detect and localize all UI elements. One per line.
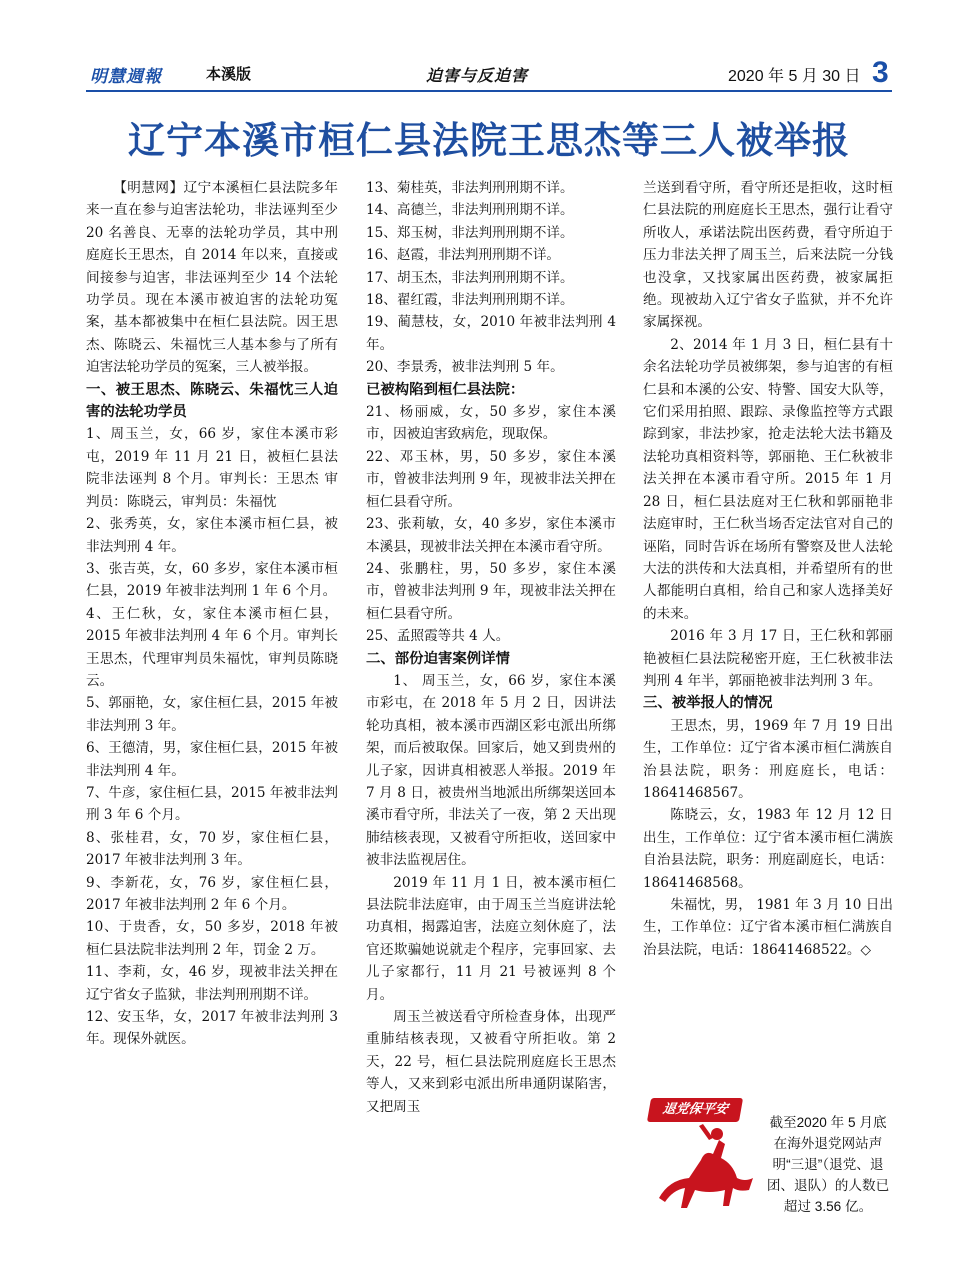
paragraph: 兰送到看守所，看守所还是拒收，这时桓仁县法院的刑庭庭长王思杰，强行让看守所收人，承诺法院出医药费，看守所迫于压力非法关押了周玉兰，后来法院一分钱也没拿，又找家属出医药费，被家属拒绝。现被劫入辽宁省女子监狱，并不允许家属探视。	[643, 180, 893, 331]
paragraph: 23、张莉敏，女，40 多岁，家住本溪市本溪县，现被非法关押在本溪市看守所。	[366, 516, 616, 555]
issue-date: 2020 年 5 月 30 日	[728, 68, 861, 85]
paragraph: 王思杰，男，1969 年 7 月 19 日出生，工作单位：辽宁省本溪市桓仁满族自治县法院，职务：刑庭庭长，电话：18641468567。	[643, 717, 893, 801]
paragraph: 朱福忱，男， 1981 年 3 月 10 日出生，工作单位：辽宁省本溪市桓仁满族自治县法院，电话：18641468522。◇	[643, 897, 893, 958]
paragraph: 1、 周玉兰，女，66 岁，家住本溪市彩屯，在 2018 年 5 月 2 日，因讲法轮功真相，被本溪市西湖区彩屯派出所绑架，而后被取保。回家后，她又到贵州的儿子家，因讲真相被恶人举报。2019 年 7 月 8 日，被贵州当地派出所绑架送回本溪市看守所，非法关了一夜，第 2 天出现肺结核表现，又被看守所拒收，送回家中被非法监视居住。	[366, 672, 616, 869]
paragraph: 3、张吉英，女，60 多岁，家住本溪市桓仁县，2019 年被非法判刑 1 年 6 个月。	[86, 560, 338, 600]
header-rule	[86, 90, 892, 92]
article-column-2	[366, 177, 616, 1118]
paragraph: 20、李景秀，被非法判刑 5 年。	[366, 359, 564, 376]
section-heading: 一、被王思杰、陈晓云、朱福忱三人迫害的法轮功学员	[86, 381, 338, 421]
paragraph: 19、蔺慧枝，女，2010 年被非法判刑 4 年。	[366, 314, 616, 353]
paragraph: 14、高德兰，非法判刑刑期不详。	[366, 202, 574, 219]
paragraph: 【明慧网】辽宁本溪桓仁县法院多年来一直在参与迫害法轮功，非法诬判至少 20 名善良、无辜的法轮功学员，其中刑庭庭长王思杰，自 2014 年以来，直接或间接参与迫害，非法诬判至少 14 个法轮功学员。现在本溪市被迫害的法轮功冤案，基本都被集中在桓仁县法院。因王思杰、陈晓云、朱福忱三人基本参与了所有迫害法轮功学员的冤案，三人被举报。	[86, 180, 338, 376]
section-heading: 已被构陷到桓仁县法院：	[366, 381, 525, 398]
paragraph: 12、安玉华，女，2017 年被非法判刑 3 年。现保外就医。	[86, 1009, 338, 1048]
article-column-1	[86, 177, 338, 1051]
section-heading: 二、部份迫害案例详情	[366, 650, 510, 667]
paragraph: 6、王德清，男，家住桓仁县，2015 年被非法判刑 4 年。	[86, 740, 338, 779]
section-heading: 三、被举报人的情况	[643, 695, 773, 712]
paragraph: 7、牛彦，家住桓仁县，2015 年被非法判刑 3 年 6 个月。	[86, 784, 338, 824]
ad-text: 截至2020 年 5 月底在海外退党网站声明“三退”（退党、退团、退队）的人数已超过 3.56 亿。	[766, 1115, 890, 1214]
section-title: 迫害与反迫害	[426, 66, 529, 85]
paragraph: 陈晓云，女，1983 年 12 月 12 日出生，工作单位：辽宁省本溪市桓仁满族自治县法院，职务：刑庭副庭长，电话：18641468568。	[643, 807, 893, 891]
edition-label: 本溪版	[206, 65, 252, 83]
paragraph: 8、张桂君，女，70 岁，家住桓仁县，2017 年被非法判刑 3 年。	[86, 829, 338, 869]
paragraph: 9、李新花，女，76 岁，家住桓仁县，2017 年被非法判刑 2 年 6 个月。	[86, 874, 338, 913]
paragraph: 2、2014 年 1 月 3 日，桓仁县有十余名法轮功学员被绑架，参与迫害的有桓仁县和本溪的公安、特警、国安大队等，它们采用拍照、跟踪、录像监控等方式跟踪到家，非法抄家，抢走法轮大法书籍及法轮功真相资料等，郭丽艳、王仁秋被非法关押在本溪市看守所。2015 年 1 月 28 日，桓仁县法庭对王仁秋和郭丽艳非法庭审时，王仁秋当场否定法官对自己的诬陷，同时告诉在场所有警察及世人法轮大法的洪传和大法真相，并希望所有的世人都能明白真相，给自己和家人选择美好的未来。	[643, 336, 893, 622]
paragraph: 10、于贵香，女，50 多岁，2018 年被桓仁县法院非法判刑 2 年，罚金 2 万。	[86, 919, 338, 958]
paragraph: 25、孟照霞等共 4 人。	[366, 628, 510, 645]
paragraph: 2016 年 3 月 17 日，王仁秋和郭丽艳被桓仁县法院秘密开庭，王仁秋被非法判刑 4 年半，郭丽艳被非法判刑 3 年。	[643, 628, 893, 689]
paragraph: 16、赵霞，非法判刑刑期不详。	[366, 247, 561, 264]
paragraph: 21、杨丽威，女，50 多岁，家住本溪市，因被迫害致病危，现取保。	[366, 404, 616, 443]
page-number: 3	[872, 56, 889, 89]
headline: 辽宁本溪市桓仁县法院王思杰等三人被举报	[128, 119, 850, 162]
article-column-3	[643, 177, 893, 961]
paragraph: 4、王仁秋，女，家住本溪市桓仁县，2015 年被非法判刑 4 年 6 个月。审判长王思杰，代理审判员朱福忱，审判员陈晓云。	[86, 605, 338, 689]
paragraph: 11、李莉，女，46 岁，现被非法关押在辽宁省女子监狱，非法判刑刑期不详。	[86, 964, 338, 1003]
paragraph: 24、张鹏柱，男，50 多岁，家住本溪市，曾被非法判刑 9 年，现被非法关押在桓仁县看守所。	[366, 560, 616, 622]
paragraph: 15、郑玉树，非法判刑刑期不详。	[366, 224, 574, 241]
paragraph: 22、邓玉林，男，50 多岁，家住本溪市，曾被非法判刑 9 年，现被非法关押在桓仁县看守所。	[366, 448, 616, 510]
advertisement-box	[643, 1094, 893, 1214]
ad-badge: 退党保平安	[647, 1098, 743, 1122]
horse-rider-icon	[649, 1120, 759, 1214]
paragraph: 1、周玉兰，女，66 岁，家住本溪市彩屯，2019 年 11 月 21 日，被桓仁县法院非法诬判 8 个月。审判长：王思杰 审判员：陈晓云，审判员：朱福忱	[86, 426, 338, 510]
masthead: 明慧週報	[90, 67, 162, 87]
paragraph: 2、张秀英，女，家住本溪市桓仁县，被非法判刑 4 年。	[86, 516, 338, 555]
paragraph: 5、郭丽艳，女，家住桓仁县，2015 年被非法判刑 3 年。	[86, 695, 338, 734]
paragraph: 18、翟红霞，非法判刑刑期不详。	[366, 292, 574, 309]
paragraph: 2019 年 11 月 1 日，被本溪市桓仁县法院非法庭审，由于周玉兰当庭讲法轮功真相，揭露迫害，法庭立刻休庭了，法官还欺骗她说就走个程序，完事回家、去儿子家都行，11 月 21 号被诬判 8 个月。	[366, 874, 616, 1003]
paragraph: 13、菊桂英，非法判刑刑期不详。	[366, 180, 574, 196]
page-header	[86, 58, 892, 92]
paragraph: 17、胡玉杰，非法判刑刑期不详。	[366, 269, 574, 286]
paragraph: 周玉兰被送看守所检查身体，出现严重肺结核表现，又被看守所拒收。第 2 天，22 号，桓仁县法院刑庭庭长王思杰等人，又来到彩屯派出所串通阴谋陷害，又把周玉	[366, 1009, 616, 1115]
